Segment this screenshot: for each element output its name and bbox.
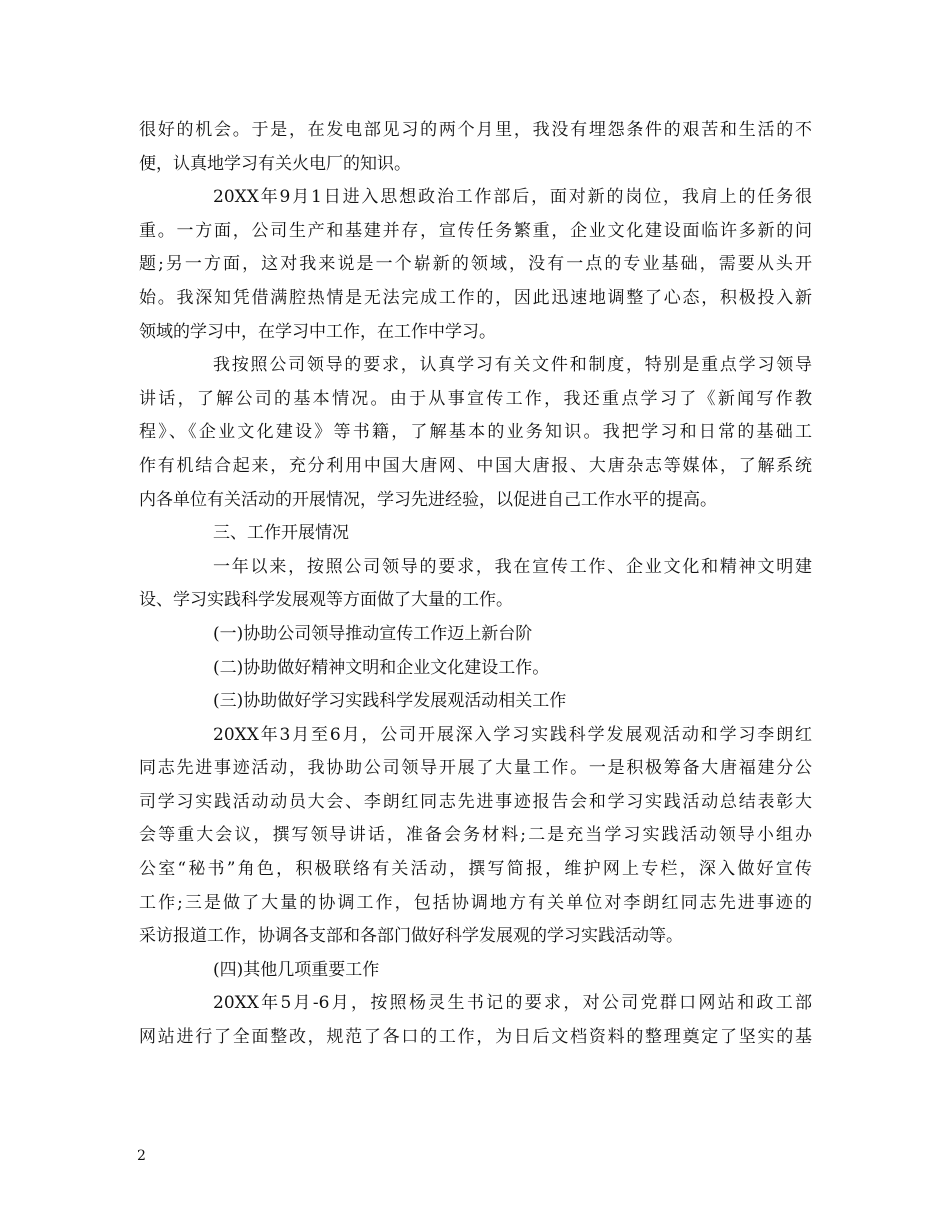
- text-line: 采访报道工作，协调各支部和各部门做好科学发展观的学习实践活动等。: [139, 926, 683, 947]
- text-line: 程》、《企业文化建设》等书籍，了解基本的业务知识。我把学习和日常的基础工: [139, 422, 812, 443]
- text-line: (三)协助做好学习实践科学发展观活动相关工作: [213, 691, 567, 712]
- text-line: 内各单位有关活动的开展情况，学习先进经验，以促进自己工作水平的提高。: [139, 489, 717, 510]
- text-line: 三、工作开展情况: [213, 523, 349, 544]
- text-line: 题;另一方面，这对我来说是一个崭新的领域，没有一点的专业基础，需要从头开: [139, 254, 812, 275]
- page-number: 2: [137, 1148, 146, 1164]
- text-line: 司学习实践活动动员大会、李朗红同志先进事迹报告会和学习实践活动总结表彰大: [139, 791, 812, 812]
- text-line: 20XX年9月1日进入思想政治工作部后，面对新的岗位，我肩上的任务很: [213, 187, 812, 208]
- text-line: 公室“秘书”角色，积极联络有关活动，撰写简报，维护网上专栏，深入做好宣传: [139, 859, 812, 880]
- text-line: 20XX年5月-6月，按照杨灵生书记的要求，对公司党群口网站和政工部: [213, 993, 812, 1014]
- text-line: 网站进行了全面整改，规范了各口的工作，为日后文档资料的整理奠定了坚实的基: [139, 1027, 812, 1048]
- text-line: 一年以来，按照公司领导的要求，我在宣传工作、企业文化和精神文明建: [213, 556, 812, 577]
- text-line: (二)协助做好精神文明和企业文化建设工作。: [213, 657, 550, 678]
- text-line: 设、学习实践科学发展观等方面做了大量的工作。: [139, 590, 513, 611]
- text-line: 重。一方面，公司生产和基建并存，宣传任务繁重，企业文化建设面临许多新的问: [139, 220, 812, 241]
- text-line: 会等重大会议，撰写领导讲话，准备会务材料;二是充当学习实践活动领导小组办: [139, 825, 812, 846]
- text-line: 20XX年3月至6月，公司开展深入学习实践科学发展观活动和学习李朗红: [213, 724, 812, 745]
- text-line: 始。我深知凭借满腔热情是无法完成工作的，因此迅速地调整了心态，积极投入新: [139, 287, 812, 308]
- text-line: (四)其他几项重要工作: [213, 959, 380, 980]
- body-text: [139, 114, 812, 1055]
- text-line: 我按照公司领导的要求，认真学习有关文件和制度，特别是重点学习领导: [213, 355, 812, 376]
- text-line: 便，认真地学习有关火电厂的知识。: [139, 153, 411, 174]
- text-line: 工作;三是做了大量的协调工作，包括协调地方有关单位对李朗红同志先进事迹的: [139, 892, 812, 913]
- text-line: (一)协助公司领导推动宣传工作迈上新台阶: [213, 623, 533, 644]
- text-line: 领域的学习中，在学习中工作，在工作中学习。: [139, 321, 496, 342]
- text-line: 讲话，了解公司的基本情况。由于从事宣传工作，我还重点学习了《新闻写作教: [139, 388, 812, 409]
- text-line: 作有机结合起来，充分利用中国大唐网、中国大唐报、大唐杂志等媒体，了解系统: [139, 455, 812, 476]
- text-line: 同志先进事迹活动，我协助公司领导开展了大量工作。一是积极筹备大唐福建分公: [139, 758, 812, 779]
- text-line: 很好的机会。于是，在发电部见习的两个月里，我没有埋怨条件的艰苦和生活的不: [139, 120, 812, 140]
